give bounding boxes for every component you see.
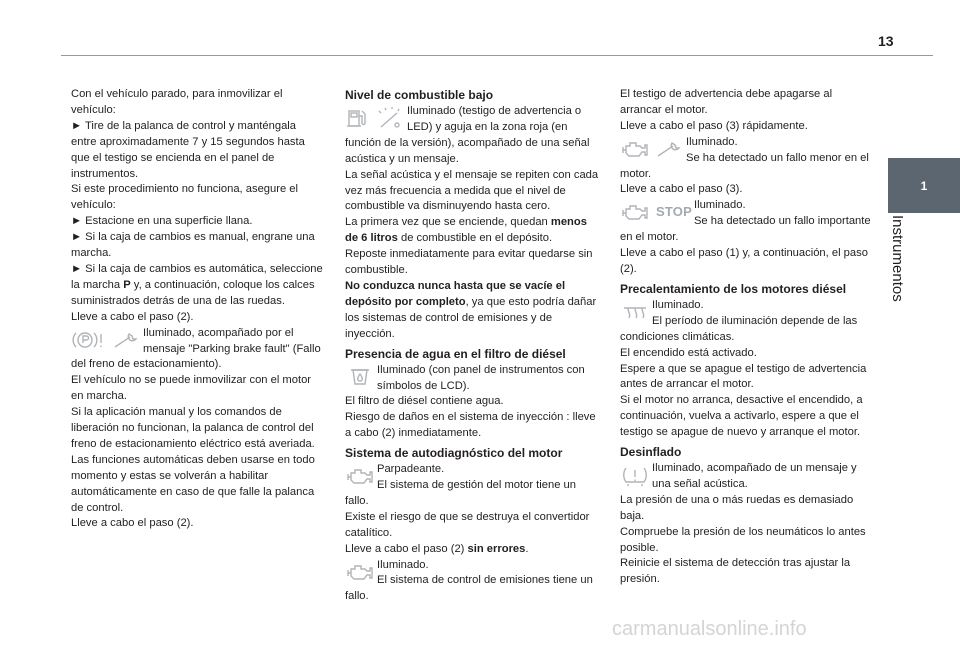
fuel-pump-icon — [345, 106, 369, 130]
deflation-icons — [620, 461, 652, 489]
engine-icon — [345, 561, 375, 583]
paragraph: El encendido está activado. — [620, 346, 757, 359]
paragraph: Existe el riesgo de que se destruya el convertidor catalítico. — [345, 510, 590, 539]
engine-icon — [620, 201, 650, 223]
glow-plug-icon — [620, 301, 650, 323]
paragraph: El sistema de gestión del motor tiene un fallo. — [345, 479, 576, 507]
paragraph: Lleve a cabo el paso (2). — [71, 310, 194, 323]
column-1 — [71, 87, 323, 532]
paragraph: Iluminado (con panel de instrumentos con símbolos de LCD). — [377, 363, 585, 392]
column-3 — [620, 87, 876, 588]
paragraph: Iluminado, acompañado de un mensaje y una señal acústica. — [652, 462, 857, 490]
paragraph: El testigo de advertencia debe apagarse al arrancar el motor. — [620, 88, 833, 116]
paragraph: Reposte inmediatamente para evitar quedarse sin combustible. — [345, 248, 593, 277]
paragraph: Espere a que se apague el testigo de advertencia antes de arrancar el motor. — [620, 362, 867, 391]
header-rule — [61, 55, 933, 56]
engine-icon — [345, 465, 375, 487]
paragraph: Iluminado (testigo de advertencia o LED) y aguja en la zona roja (en función de la versión), acompañado de una señal acústica y un mensaje. — [345, 105, 590, 165]
paragraph: Lleve a cabo el paso (2) sin errores. — [345, 542, 529, 555]
paragraph: El sistema de control de emisiones tiene un fallo. — [345, 574, 593, 603]
paragraph: Riesgo de daños en el sistema de inyección : lleve a cabo (2) inmediatamente. — [345, 411, 596, 440]
section-heading: Nivel de combustible bajo — [345, 88, 494, 102]
emission-control-icons — [345, 558, 377, 586]
minor-fault-icons — [620, 135, 686, 163]
watermark: carmanualsonline.info — [612, 618, 807, 640]
page-number: 13 — [878, 33, 894, 49]
paragraph: ► Si la caja de cambios es automática, seleccione la marcha P y, a continuación, coloque los calces suministrados detrás de una de las ruedas. — [71, 262, 323, 307]
paragraph: La primera vez que se enciende, quedan menos de 6 litros de combustible en el depósito. — [345, 216, 587, 245]
major-fault-icons — [620, 198, 694, 226]
section-heading: Precalentamiento de los motores diésel — [620, 281, 847, 296]
paragraph: Iluminado, acompañado por el mensaje "Parking brake fault" (Fallo del freno de estacionamiento). — [71, 326, 321, 371]
wrench-icon — [113, 330, 141, 350]
stop-icon: STOP — [656, 204, 692, 220]
paragraph: El vehículo no se puede inmovilizar con el motor en marcha. — [71, 374, 312, 403]
water-in-diesel-icons — [345, 363, 377, 391]
paragraph: La señal acústica y el mensaje se repiten con cada vez más frecuencia a medida que el nivel de combustible va disminuyendo hasta cero. — [345, 168, 599, 213]
paragraph: No conduzca nunca hasta que se vacíe el depósito por completo, ya que esto podría dañar los sistemas de control de emisiones y de inyección. — [345, 279, 597, 340]
fuel-gauge-icon — [375, 105, 405, 131]
chapter-tab[interactable] — [888, 158, 960, 213]
paragraph: Lleve a cabo el paso (3). — [620, 183, 743, 196]
paragraph: Lleve a cabo el paso (2). — [71, 517, 194, 530]
paragraph: ► Estacione en una superficie llana. — [71, 215, 253, 228]
engine-icon — [620, 138, 650, 160]
paragraph: Las funciones automáticas deben usarse en todo momento y estas se volverán a habilitar automáticamente en caso de que falle la palanca de control. — [71, 453, 315, 514]
paragraph: Con el vehículo parado, para inmovilizar el vehículo: — [71, 88, 283, 116]
paragraph: Iluminado. — [686, 135, 738, 148]
paragraph: Si este procedimiento no funciona, asegure el vehículo: — [71, 183, 299, 212]
tire-pressure-icon — [620, 462, 650, 488]
column-2 — [345, 87, 601, 605]
chapter-title: Instrumentos — [889, 215, 906, 302]
engine-diagnostic-icons — [345, 462, 377, 490]
paragraph: Iluminado. — [652, 298, 704, 311]
paragraph: Compruebe la presión de los neumáticos lo antes posible. — [620, 525, 866, 554]
section-heading: Desinflado — [620, 445, 682, 460]
paragraph: El filtro de diésel contiene agua. — [345, 395, 504, 408]
paragraph: Si la aplicación manual y los comandos de liberación no funcionan, la palanca de control del freno de estacionamiento eléctrico está averiada. — [71, 406, 315, 450]
parking-brake-fault-icon — [71, 329, 107, 351]
paragraph: Lleve a cabo el paso (3) rápidamente. — [620, 119, 808, 132]
paragraph: Iluminado. — [693, 199, 746, 212]
preheating-icons — [620, 298, 652, 326]
paragraph: Parpadeante. — [377, 463, 445, 476]
wrench-icon — [656, 139, 684, 159]
paragraph: ► Si la caja de cambios es manual, engrane una marcha. — [71, 231, 315, 260]
section-heading: Presencia de agua en el filtro de diésel — [345, 346, 566, 361]
paragraph: Si el motor no arranca, desactive el encendido, a continuación, vuelva a activarlo, espere a que el testigo se apague de nuevo y arranque el motor. — [620, 394, 863, 439]
section-heading: Sistema de autodiagnóstico del motor — [345, 446, 563, 461]
chapter-number: 1 — [920, 178, 928, 193]
paragraph: Se ha detectado un fallo importante en el motor. — [620, 215, 871, 244]
paragraph: Iluminado. — [377, 558, 429, 571]
paragraph: Reinicie el sistema de detección tras ajustar la presión. — [620, 557, 851, 586]
paragraph: ► Tire de la palanca de control y manténgala entre aproximadamente 7 y 15 segundos hasta que el testigo se encienda en el panel de instrumentos. — [71, 119, 305, 180]
paragraph: El período de iluminación depende de las condiciones climáticas. — [620, 314, 858, 343]
paragraph: Se ha detectado un fallo menor en el motor. — [620, 151, 869, 180]
water-in-filter-icon — [345, 364, 375, 390]
paragraph: La presión de una o más ruedas es demasiado baja. — [620, 493, 854, 522]
paragraph: Lleve a cabo el paso (1) y, a continuación, el paso (2). — [620, 247, 868, 275]
low-fuel-icons — [345, 104, 407, 132]
parking-brake-fault-icons — [71, 326, 143, 354]
